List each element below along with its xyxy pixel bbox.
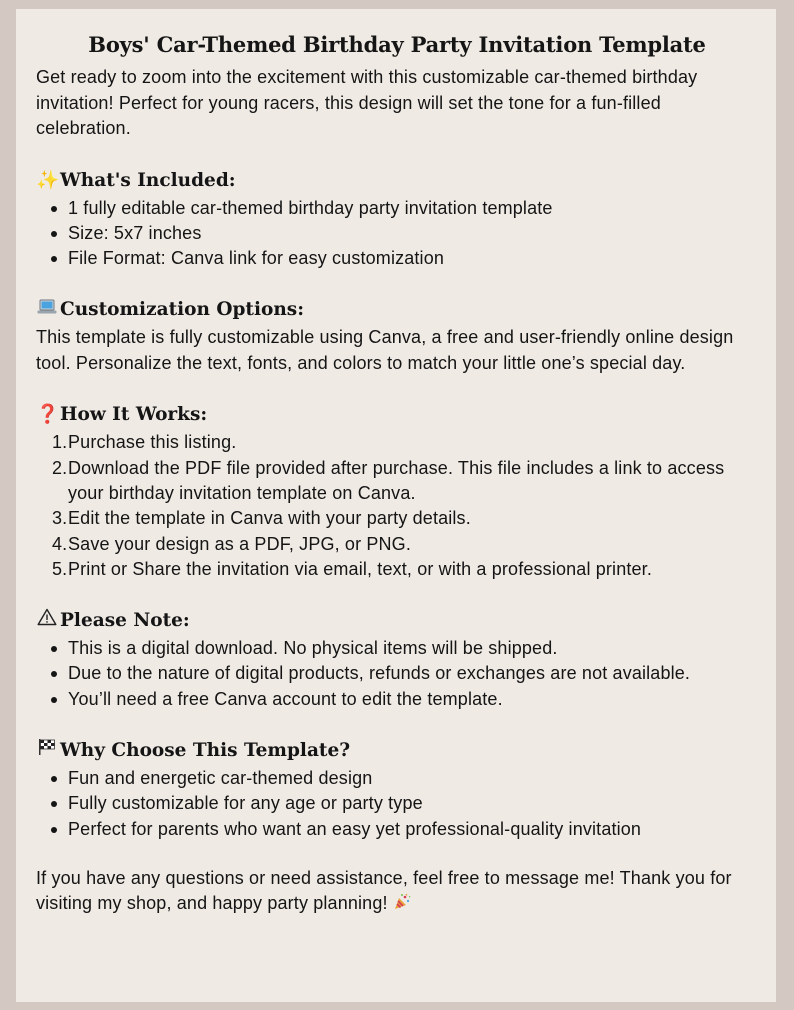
customization-paragraph: This template is fully customizable using Canva, a free and user-friendly online design tool. Personalize the text, fonts, and colors to match your little one’s special day. bbox=[36, 327, 734, 373]
step-text: Save your design as a PDF, JPG, or PNG. bbox=[68, 533, 411, 554]
checkered-flag-icon bbox=[36, 738, 58, 764]
section-how-it-works bbox=[36, 402, 758, 582]
section-heading-customization bbox=[36, 297, 758, 323]
step-number: 5. bbox=[52, 558, 68, 579]
included-list bbox=[36, 196, 758, 272]
list-item bbox=[52, 430, 758, 455]
section-please-note bbox=[36, 608, 758, 712]
list-item: Fully customizable for any age or party type bbox=[68, 791, 758, 816]
list-item: Due to the nature of digital products, refunds or exchanges are not available. bbox=[68, 661, 758, 686]
list-item: This is a digital download. No physical items will be shipped. bbox=[68, 636, 758, 661]
step-number: 1. bbox=[52, 432, 68, 453]
listing-description-card bbox=[16, 9, 776, 1002]
intro-paragraph: Get ready to zoom into the excitement with this customizable car-themed birthday invitation! Perfect for young racers, this design will set the tone for a fun-filled celebration. bbox=[36, 67, 698, 138]
heading-label: How It Works: bbox=[60, 404, 208, 426]
list-item: 1 fully editable car-themed birthday party invitation template bbox=[68, 196, 758, 221]
section-heading-whats-included bbox=[36, 168, 758, 194]
section-heading-why-choose bbox=[36, 738, 758, 764]
page-title: Boys' Car-Themed Birthday Party Invitation Template bbox=[88, 32, 706, 57]
section-why-choose bbox=[36, 738, 758, 842]
note-list bbox=[36, 636, 758, 712]
step-text: Print or Share the invitation via email, text, or with a professional printer. bbox=[68, 558, 652, 579]
step-text: Download the PDF file provided after purchase. This file includes a link to access your birthday invitation template on Canva. bbox=[68, 457, 725, 503]
step-number: 2. bbox=[52, 457, 68, 478]
list-item bbox=[52, 456, 758, 507]
step-text: Edit the template in Canva with your party details. bbox=[68, 508, 471, 529]
heading-label: Why Choose This Template? bbox=[60, 740, 351, 762]
section-customization-options bbox=[36, 297, 758, 376]
sparkles-icon: ✨ bbox=[36, 169, 60, 191]
closing-text: If you have any questions or need assistance, feel free to message me! Thank you for visiting my shop, and happy party planning! bbox=[36, 867, 732, 914]
step-number: 4. bbox=[52, 533, 68, 554]
list-item: File Format: Canva link for easy customization bbox=[68, 246, 758, 271]
list-item: You’ll need a free Canva account to edit the template. bbox=[68, 687, 758, 712]
list-item: Size: 5x7 inches bbox=[68, 221, 758, 246]
list-item bbox=[52, 557, 758, 582]
heading-label: What's Included: bbox=[60, 169, 236, 191]
why-list bbox=[36, 766, 758, 842]
laptop-icon bbox=[36, 297, 58, 323]
section-heading-please-note bbox=[36, 608, 758, 634]
list-item bbox=[52, 532, 758, 557]
warning-icon bbox=[36, 608, 58, 634]
closing-paragraph bbox=[36, 866, 758, 917]
list-item: Perfect for parents who want an easy yet professional-quality invitation bbox=[68, 817, 758, 842]
party-popper-icon bbox=[393, 893, 411, 913]
section-whats-included bbox=[36, 168, 758, 272]
list-item: Fun and energetic car-themed design bbox=[68, 766, 758, 791]
step-number: 3. bbox=[52, 508, 68, 529]
question-mark-icon: ❓ bbox=[36, 404, 60, 426]
how-it-works-steps bbox=[36, 430, 758, 582]
heading-label: Please Note: bbox=[60, 610, 190, 632]
heading-label: Customization Options: bbox=[60, 299, 305, 321]
section-heading-how-it-works bbox=[36, 402, 758, 428]
list-item bbox=[52, 506, 758, 531]
step-text: Purchase this listing. bbox=[68, 432, 237, 453]
